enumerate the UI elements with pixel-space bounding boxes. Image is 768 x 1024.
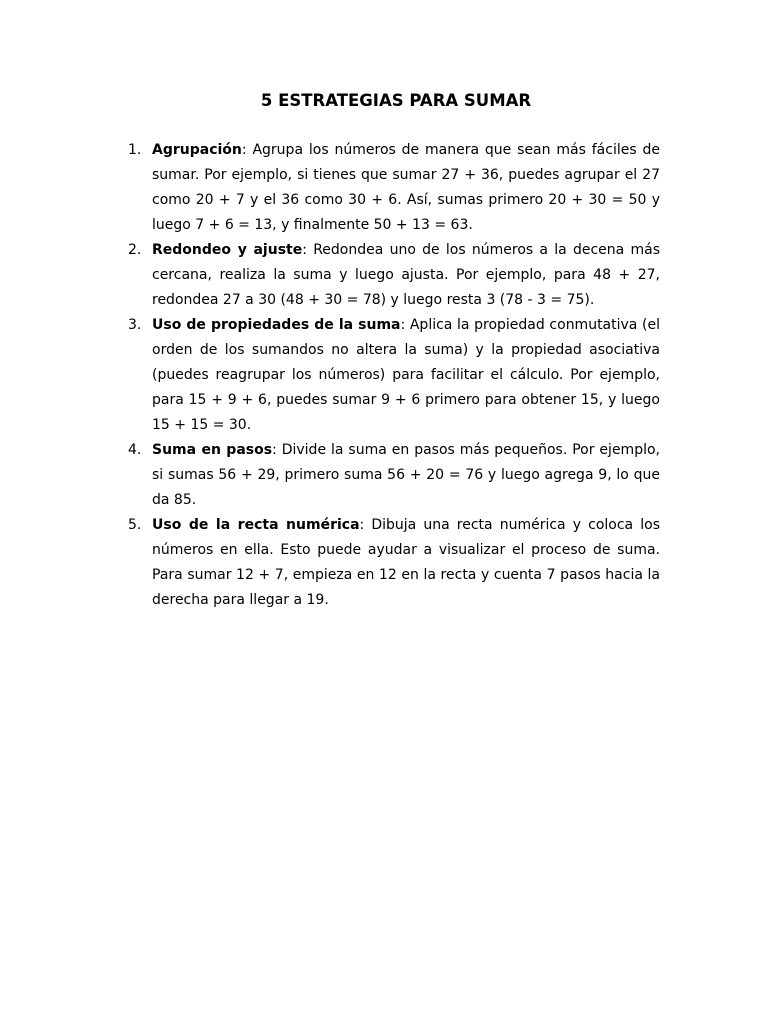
item-term: Agrupación <box>152 142 242 158</box>
item-text: : Dibuja una recta numérica y coloca los números en ella. Esto puede ayudar a visualizar el proceso de suma. Para sumar 12 + 7, empieza en 12 en la recta y cuenta 7 pasos hacia la derecha para llegar a 19. <box>152 517 660 608</box>
item-number: 2. <box>128 242 142 258</box>
strategy-item-agrupacion <box>128 138 660 238</box>
strategy-item-suma-pasos <box>128 438 660 513</box>
item-term: Uso de propiedades de la suma <box>152 317 401 333</box>
strategy-list <box>128 138 661 613</box>
strategy-item-recta-numerica <box>128 513 660 613</box>
item-term: Redondeo y ajuste <box>152 242 303 258</box>
strategy-item-redondeo <box>128 238 661 313</box>
item-number: 4. <box>128 442 142 458</box>
item-text: : Divide la suma en pasos más pequeños. Por ejemplo, si sumas 56 + 29, primero suma 56 + 20 = 76 y luego agrega 9, lo que da 85. <box>152 442 660 508</box>
item-term: Uso de la recta numérica <box>152 517 360 533</box>
strategy-item-propiedades <box>128 313 660 438</box>
item-text: : Redondea uno de los números a la decena más cercana, realiza la suma y luego ajusta. Por ejemplo, para 48 + 27, redondea 27 a 30 (48 + 30 = 78) y luego resta 3 (78 - 3 = 75). <box>152 242 661 308</box>
item-number: 3. <box>128 317 142 333</box>
item-number: 1. <box>128 142 142 158</box>
item-text: : Agrupa los números de manera que sean más fáciles de sumar. Por ejemplo, si tienes que sumar 27 + 36, puedes agrupar el 27 como 20 + 7 y el 36 como 30 + 6. Así, sumas primero 20 + 30 = 50 y luego 7 + 6 = 13, y finalmente 50 + 13 = 63. <box>152 142 660 233</box>
page-title: 5 ESTRATEGIAS PARA SUMAR <box>260 91 532 110</box>
item-term: Suma en pasos <box>152 442 273 458</box>
item-text: : Aplica la propiedad conmutativa (el orden de los sumandos no altera la suma) y la propiedad asociativa (puedes reagrupar los números) para facilitar el cálculo. Por ejemplo, para 15 + 9 + 6, puedes sumar 9 + 6 primero para obtener 15, y luego 15 + 15 = 30. <box>152 317 660 433</box>
item-number: 5. <box>128 517 142 533</box>
